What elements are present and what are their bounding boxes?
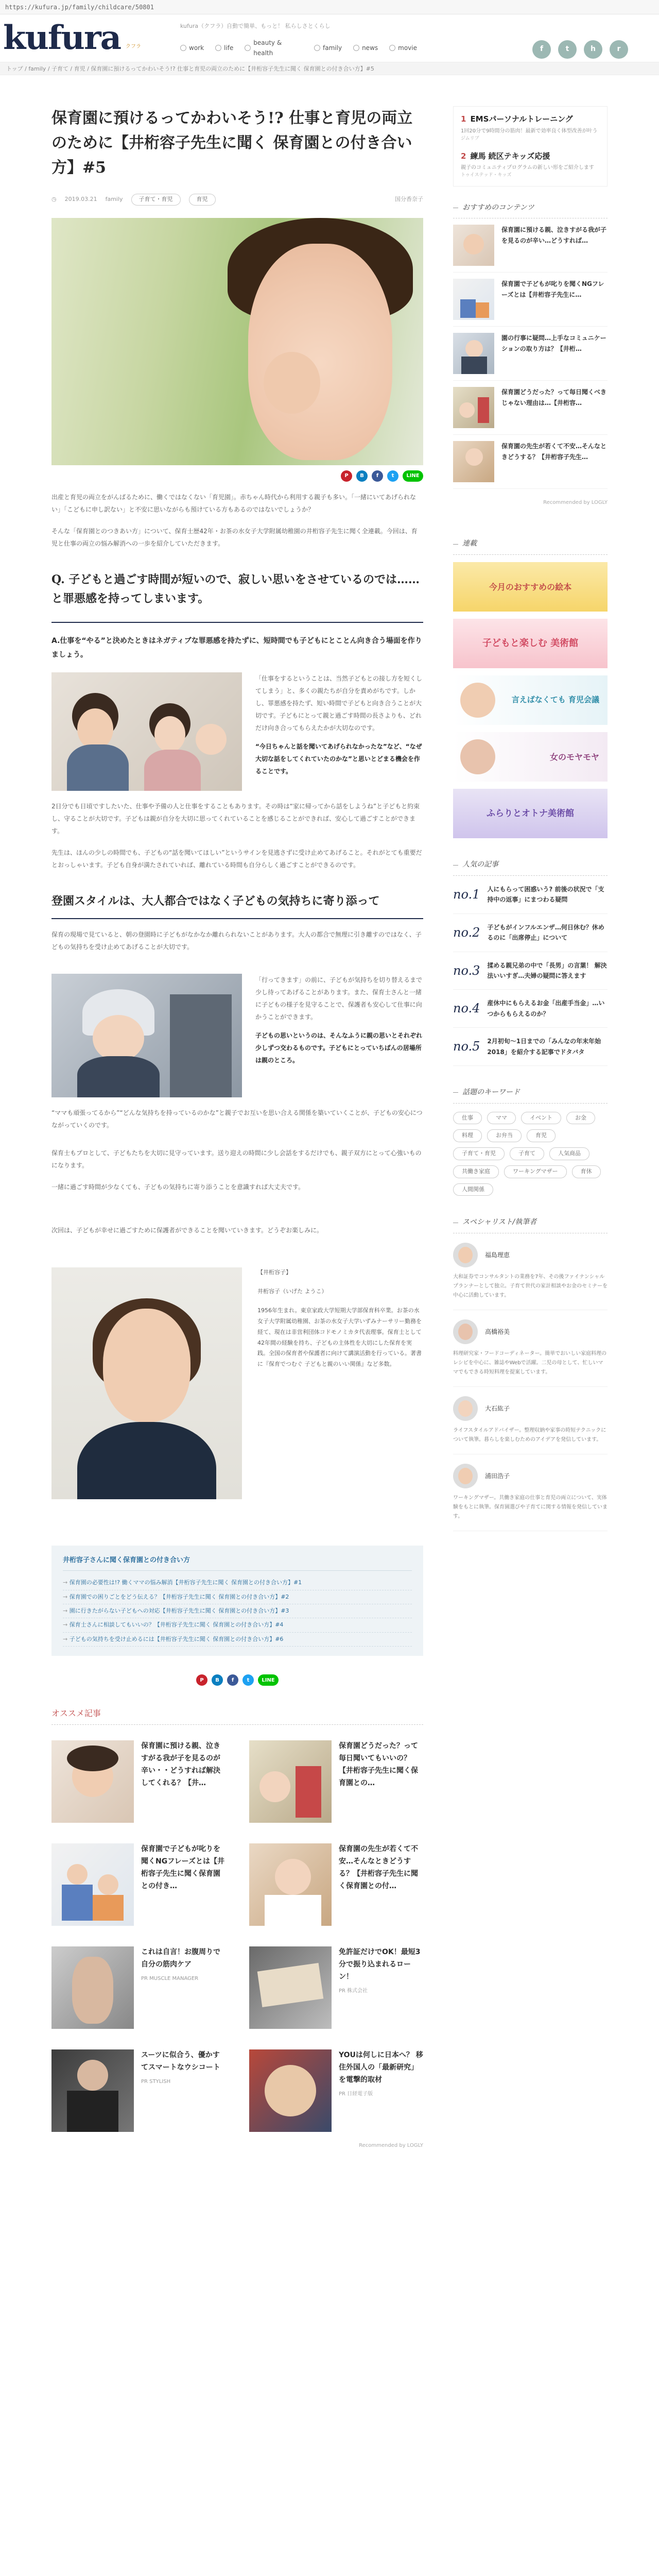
family-icon — [314, 45, 320, 51]
avatar — [453, 1396, 478, 1421]
recommend-item[interactable] — [51, 2049, 226, 2132]
serial-banner-adult-museum[interactable] — [453, 789, 608, 838]
recommend-item[interactable] — [51, 1740, 226, 1823]
avatar — [453, 1319, 478, 1344]
url-text: https://kufura.jp/family/childcare/50801 — [5, 4, 154, 11]
keyword-chip[interactable]: 人気商品 — [549, 1147, 589, 1160]
line-share-icon[interactable]: LINE — [258, 1674, 279, 1686]
site-logo[interactable] — [3, 19, 168, 57]
recommend-heading-text: オススメ記事 — [51, 1708, 101, 1719]
rank-number: no.1 — [453, 887, 480, 902]
heading-text: スペシャリスト/執筆者 — [462, 1218, 537, 1227]
rank-title: 人にもらって困惑いう? 前後の状況で「支持中の返事」にまつわる疑問 — [487, 885, 604, 904]
facebook-icon[interactable]: f — [532, 40, 551, 59]
sidebar-content-item[interactable] — [453, 381, 608, 435]
site-header — [0, 14, 659, 62]
keyword-chip[interactable]: ママ — [487, 1112, 516, 1125]
content-thumb — [453, 225, 494, 266]
sidebar-keyword-heading — [453, 1087, 608, 1104]
ranking-item[interactable] — [453, 876, 608, 914]
rank-title: 産休中にもらえるお金「出産手当金」…いつからもらえるのか？ — [487, 999, 605, 1018]
avatar — [453, 1464, 478, 1488]
ad-source: ジムリブ — [461, 135, 479, 141]
content-title: 保育園の先生が若くて不安…そんなときどうする？【井桁容子先生… — [501, 443, 607, 461]
nav-label: family — [323, 44, 342, 52]
related-link[interactable]: → 保育園での困りごとをどう伝える？【井桁容子先生に聞く 保育園との付き合い方】#2 — [63, 1590, 412, 1604]
section-paragraph-2: 先生は、ほんの少しの時間でも、子どもの“話を聞いてほしい”というサインを見逃さずに受け止めてあげること。それがとても重要だとおっしゃいます。子ども自身が満たされていれば、離れている時間も自分らしく過ごすことができるのです。 — [51, 849, 422, 869]
ad-source: トゥイステッド・キッズ — [461, 173, 512, 178]
recommend-thumb — [51, 1843, 134, 1926]
content-title: 園の行事に疑問…上手なコミュニケーションの取り方は？【井桁… — [501, 334, 606, 352]
ranking-item[interactable] — [453, 952, 608, 990]
heading-text: 連載 — [462, 539, 477, 548]
recommend-thumb — [249, 1946, 332, 2029]
specialist-item[interactable] — [453, 1310, 608, 1387]
banner-label: 女のモヤモヤ — [549, 752, 599, 762]
rank-title: 子どもがインフルエンザ…何日休む？休めるのに「出席停止」について — [487, 923, 604, 942]
recommended-by[interactable]: Recommended by LOGLY — [359, 2143, 423, 2149]
keyword-chip[interactable]: お弁当 — [487, 1129, 522, 1142]
related-heading: 井桁容子さんに聞く保育園との付き合い方 — [63, 1555, 412, 1571]
sidebar-content-item[interactable] — [453, 273, 608, 327]
ranking-item[interactable] — [453, 1028, 608, 1066]
profile-body-text: 1956年生まれ。東京家政大学短期大学部保育科卒業。お茶の水女子大学附属幼稚園、お茶の水女子大学いずみナーサリー勤務を経て、現在は非営利団体コドモノミカタ代表理事。保育士として42年間の経験を持ち、子どもの主体性を大切にした保育を実践。全国の保育者や保護者に向けて講演活動を行っている。著書に『保育でつむぐ 子どもと親のいい関係』など多数。 — [257, 1307, 422, 1368]
avatar — [453, 1243, 478, 1267]
ranking-item[interactable] — [453, 914, 608, 952]
figure-row-2 — [51, 974, 423, 1097]
serial-banner-book[interactable] — [453, 562, 608, 612]
hero-image — [51, 218, 423, 465]
content-thumb — [453, 387, 494, 428]
section-2-paragraph-2: 保育士もプロとして、子どもたちを大切に見守っています。送り迎えの時間に少し会話をするだけでも、親子双方にとって心強いものになります。 — [51, 1149, 422, 1170]
specialist-item[interactable] — [453, 1233, 608, 1310]
article-meta — [51, 194, 423, 206]
profile-block — [51, 1267, 423, 1499]
twitter-icon[interactable]: t — [558, 40, 577, 59]
recommend-grid — [51, 1740, 423, 2132]
facebook-share-icon[interactable]: f — [227, 1674, 238, 1686]
specialist-name: 浦田浩子 — [485, 1472, 510, 1480]
heading-text: 人気の記事 — [462, 860, 498, 869]
header-social — [532, 40, 628, 59]
sidebar-ad[interactable] — [453, 106, 608, 187]
ad-number: 1 — [461, 114, 466, 124]
banner-label: 言えばなくても 育児会議 — [511, 695, 599, 705]
recommend-source: PR STYLISH — [141, 2078, 171, 2084]
home-icon — [215, 45, 221, 51]
twitter-share-icon[interactable]: t — [387, 470, 398, 482]
specialist-desc: ワーキングマザー。共働き家庭の仕事と育児の両立について、実体験をもとに執筆。保育園選びや子育てに関する情報を発信しています。 — [453, 1495, 608, 1519]
keyword-chip[interactable]: 仕事 — [453, 1112, 482, 1125]
figure-row — [51, 672, 423, 791]
recommend-item[interactable] — [51, 1843, 226, 1926]
recommend-title: 保育園に預ける親、泣きすがる我が子を見るのが辛い・・どうすれば解決してくれる？【井… — [141, 1742, 220, 1787]
banner-label: 子どもと楽しむ 美術館 — [482, 637, 579, 649]
sidebar-contents-heading — [453, 202, 608, 219]
keyword-chip[interactable]: 人間関係 — [453, 1183, 493, 1196]
family-photo — [51, 672, 242, 791]
recommend-item[interactable] — [249, 2049, 423, 2132]
specialist-desc: 料理研究家・フードコーディネーター。簡単でおいしい家庭料理のレシピを中心に、雑誌やWebで活躍。二児の母として、忙しいママでもできる時短料理を提案しています。 — [453, 1351, 607, 1375]
recommend-thumb — [249, 2049, 332, 2132]
rank-title: 揉める親兄弟の中で「長男」の言葉！ 解決法いいすぎ…夫婦の疑問に答えます — [487, 961, 607, 979]
rss-icon[interactable]: r — [610, 40, 628, 59]
article-category[interactable]: family — [105, 196, 123, 202]
figure-text-2 — [255, 974, 423, 1097]
content-title: 保育園で子どもが叱りを聞くNGフレーズとは【井桁容子先生に… — [501, 280, 604, 298]
nav-work[interactable] — [180, 38, 204, 59]
breadcrumb-text: トップ / family / 子育て / 育児 / 保育園に預けるってかわいそう!? 仕事と育児の両立のために【井桁容子先生に聞く 保育園との付き合い方】#5 — [6, 65, 374, 72]
rank-title: 2月初旬〜1日までの「みんなの年末年始2018」を紹介する記事でドタバタ — [487, 1038, 601, 1056]
hero-face — [248, 244, 392, 460]
hatena-share-icon[interactable]: B — [356, 470, 368, 482]
intro-paragraph-2: そんな「保育園とのつきあい方」について、保育士歴42年・お茶の水女子大学附属幼稚園の井桁容子先生に聞く全連載。今回は、育児と仕事の両立の悩み解消への一歩を紹介していただきます。 — [51, 527, 418, 547]
rank-number: no.2 — [453, 925, 480, 940]
nav-label: movie — [398, 44, 417, 52]
figure-bold: “今日ちゃんと話を聞いてあげられなかったな”など、“なぜ大切な話をしてくれていたのかな”と思いとどまる機会を作ることです。 — [255, 742, 422, 775]
serial-banner-museum[interactable] — [453, 619, 608, 668]
recommend-title: スーツに似合う、優かすてスマートなウシコート — [141, 2051, 220, 2072]
keyword-chip[interactable]: 共働き家庭 — [453, 1165, 499, 1178]
heart-icon — [245, 45, 251, 51]
recommend-title: YOUは何しに日本へ？ 移住外国人の「最新研究」を電撃的取材 — [339, 2051, 423, 2084]
clock-icon: ◷ — [51, 196, 57, 202]
tag-chip[interactable]: 育児 — [189, 194, 216, 206]
keyword-chip[interactable]: イベント — [521, 1112, 561, 1125]
specialist-name: 高橋裕美 — [485, 1328, 510, 1335]
sidebar-content-item[interactable] — [453, 218, 608, 273]
keyword-chip[interactable]: 料理 — [453, 1129, 482, 1142]
recommend-item[interactable] — [51, 1946, 226, 2029]
hero-hand — [264, 352, 320, 414]
tagline: kufura（クフラ）自動で簡単、もっと！ 私らしさとくらし — [180, 23, 331, 29]
rank-number: no.5 — [453, 1039, 480, 1054]
nav-beauty[interactable] — [245, 38, 303, 59]
banner-label: 今月のおすすめの絵本 — [489, 582, 572, 592]
nav-movie[interactable] — [389, 38, 417, 59]
ad-title: 練馬 続区テキッズ応援 — [470, 151, 550, 161]
keyword-chip[interactable]: お金 — [566, 1112, 595, 1125]
related-link[interactable]: → 保育園の必要性は!? 働くママの悩み解消【井桁容子先生に聞く 保育園との付き合い方】#1 — [63, 1576, 412, 1590]
section-title: Q. 子どもと過ごす時間が短いので、寂しい思いをさせているのでは……と罪悪感を持ってしまいます。 — [51, 572, 420, 606]
sidebar-specialist-heading — [453, 1216, 608, 1233]
section-2-intro: 保育の現場で見ていると、朝の登園時に子どもがなかなか離れられないことがあります。大人の都合で無理に引き離すのではなく、子どもの気持ちを受け止めてあげることが大切です。 — [51, 931, 422, 951]
recommend-thumb — [51, 2049, 134, 2132]
pinterest-icon[interactable]: P — [196, 1674, 207, 1686]
sidebar-content-item[interactable] — [453, 327, 608, 381]
section-2-paragraph-3: 一緒に過ごす時間が少なくても、子どもの気持ちに寄り添うことを意識すれば大丈夫です。 — [51, 1183, 305, 1191]
ad-sub: 1回20分で9時間分の筋肉！最新で効率良く体型改善が叶う — [461, 128, 598, 134]
tag-chip[interactable]: 子育て・育児 — [131, 194, 181, 206]
nav-label: news — [362, 44, 378, 52]
url-bar[interactable] — [0, 0, 659, 14]
breadcrumb[interactable] — [0, 62, 659, 75]
article-main — [51, 75, 423, 2150]
related-list — [63, 1576, 412, 1647]
sidebar-recommended-by[interactable]: Recommended by LOGLY — [543, 500, 608, 506]
recommend-source: PR 株式会社 — [339, 1988, 368, 1994]
keyword-chip[interactable]: ワーキングマザー — [504, 1165, 567, 1178]
child-bike-photo — [51, 974, 242, 1097]
closing-paragraph: 次回は、子どもが幸せに過ごすために保護者ができることを聞いていきます。どうぞお楽しみに。 — [51, 1227, 323, 1234]
nav-label: beauty & health — [253, 39, 282, 57]
specialist-item[interactable] — [453, 1454, 608, 1531]
share-buttons-bottom — [51, 1674, 423, 1686]
recommend-thumb — [51, 1946, 134, 2029]
recommend-source: PR MUSCLE MANAGER — [141, 1975, 199, 1981]
nav-family[interactable] — [314, 38, 342, 59]
figure-bold: 子どもの思いというのは、そんなふうに親の思いとそれぞれ少しずつ交わるものです。子どもにとっていちばんの居場所は親のところ。 — [255, 1032, 423, 1064]
rank-number: no.3 — [453, 963, 480, 978]
specialist-desc: ライフスタイルアドバイザー。整理収納や家事の時短テクニックについて執筆。暮らしを楽しむためのアイデアを発信しています。 — [453, 1428, 606, 1443]
recommend-thumb — [249, 1740, 332, 1823]
recommend-thumb — [249, 1843, 332, 1926]
content-thumb — [453, 279, 494, 320]
heading-text: 話題のキーワード — [462, 1088, 520, 1096]
briefcase-icon — [180, 45, 186, 51]
article-title: 保育園に預けるってかわいそう!? 仕事と育児の両立のために【井桁容子先生に聞く 保育園との付き合い方】#5 — [51, 109, 413, 177]
keyword-chip[interactable]: 育児 — [527, 1129, 556, 1142]
pinterest-icon[interactable]: P — [341, 470, 352, 482]
related-link[interactable]: → 保育士さんに相談してもいいの？【井桁容子先生に聞く 保育園との付き合い方】#4 — [63, 1618, 412, 1632]
recommend-title: 保育園で子どもが叱りを聞くNGフレーズとは【井桁容子先生に聞く保育園との付き… — [141, 1845, 224, 1890]
profile-title: 【井桁容子】 — [257, 1269, 291, 1276]
profile-face — [103, 1309, 190, 1422]
ad-sub: 親子のコミュニティプログラムの新しい形をご紹介します — [461, 165, 594, 171]
keyword-chip[interactable]: 子育て — [510, 1147, 544, 1160]
ad-number: 2 — [461, 151, 466, 161]
section-2-title: 登園スタイルは、大人都合ではなく子どもの気持ちに寄り添って — [51, 892, 423, 919]
figure-text — [255, 672, 423, 791]
intro-paragraph: 出産と育児の両立をがんばるために、働くではなくない「育児園」。赤ちゃん時代から利用する親子も多い。「一緒にいてあげられない」「こどもに申し訳ない」と不安に思いながらも預けている方もあるのではないでしょうか？ — [51, 493, 417, 513]
hatena-icon[interactable]: h — [584, 40, 602, 59]
specialist-desc: 大和証券でコンサルタントの業務を7年、その後ファイナンシャルプランナーとして独立。子育て世代の家計相談やお金のセミナーを中心に活動しています。 — [453, 1274, 608, 1298]
specialist-name: 大石紘子 — [485, 1404, 510, 1412]
content-title: 保育園どうだった？って毎日聞くべきじゃない理由は…【井桁容… — [501, 388, 607, 406]
ad-title: EMSパーソナルトレーニング — [470, 114, 573, 124]
hatena-share-icon[interactable]: B — [212, 1674, 223, 1686]
section-paragraph: 2日分でも日頃ですしたいた、仕事や予備の人と仕事をすることもあります。その時は“家に帰ってから話をしようね”と子どもと約束し、守ることが大切です。子どもは親が自分を大切に思ってくれていることを感じることができれば、安心して過ごすことができます。 — [51, 802, 420, 835]
header-middle — [180, 22, 417, 58]
recommend-title: これは自言！お腹周りで自分の筋肉ケア — [141, 1948, 220, 1969]
sidebar-ranking-heading — [453, 859, 608, 876]
section-2-paragraph: “ママも頑張ってるから”“どんな気持ちを持っているのかな”と親子でお互いを思い合える関係を築いていくことが、子どもの安心につながっていくのです。 — [51, 1109, 423, 1129]
nav-label: life — [224, 44, 234, 52]
specialist-item[interactable] — [453, 1387, 608, 1454]
news-icon — [353, 45, 359, 51]
movie-icon — [389, 45, 395, 51]
ranking-item[interactable] — [453, 990, 608, 1028]
author-link[interactable]: 国分香奈子 — [395, 196, 423, 202]
logo-sub: クフラ — [126, 44, 141, 49]
recommend-item[interactable] — [249, 1946, 423, 2029]
keyword-chip[interactable]: 子育て・育児 — [453, 1147, 505, 1160]
line-share-icon[interactable]: LINE — [403, 470, 423, 482]
figure-paragraph: 「行ってきます」の前に、子どもが気持ちを切り替えるまで少し待ってあげることがあります。また、保育士さんと一緒に子どもの様子を見守ることで、保護者も安心して仕事に向かうことができます。 — [255, 976, 423, 1021]
recommend-item[interactable] — [249, 1740, 423, 1823]
twitter-share-icon[interactable]: t — [242, 1674, 254, 1686]
recommend-heading — [51, 1706, 423, 1725]
banner-label: ふらりとオトナ美術館 — [487, 808, 574, 819]
heading-text: おすすめのコンテンツ — [462, 203, 534, 212]
serial-banner-meeting[interactable] — [453, 675, 608, 725]
serial-banner-moyamoya[interactable] — [453, 732, 608, 782]
profile-text — [257, 1267, 422, 1499]
sidebar-serial-heading — [453, 538, 608, 555]
related-link[interactable]: → 子どもの気持ちを受け止めるには【井桁容子先生に聞く 保育園との付き合い方】#6 — [63, 1633, 412, 1647]
recommend-item[interactable] — [249, 1843, 423, 1926]
keyword-list — [453, 1112, 608, 1196]
share-buttons — [51, 470, 423, 482]
sidebar-content-item[interactable] — [453, 435, 608, 489]
recommend-source: PR 日経電子版 — [339, 2091, 373, 2097]
nav-life[interactable] — [215, 38, 233, 59]
article-date: 2019.03.21 — [64, 196, 97, 202]
profile-name: 井桁容子（いげた ようこ） — [257, 1287, 327, 1295]
related-link[interactable]: → 園に行きたがらない子どもへの対応【井桁容子先生に聞く 保育園との付き合い方】#3 — [63, 1604, 412, 1618]
sidebar — [453, 75, 608, 1531]
rank-number: no.4 — [453, 1001, 480, 1016]
nav-news[interactable] — [353, 38, 378, 59]
profile-body — [77, 1422, 216, 1499]
content-thumb — [453, 333, 494, 374]
figure-paragraph: 「仕事をするということは、当然子どもとの接し方を短くしてしまう」と、多くの親たちが自分を責めがちです。しかし、罪悪感を持たず、短い時間で子どもと向き合うことが大切です。子どもにとって親と過ごす時間の長さよりも、どれだけ向き合ってもらえたかが大切なのです。 — [255, 674, 423, 732]
global-nav — [180, 38, 417, 59]
section-lead: A.仕事を“やる”と決めたときはネガティブな罪悪感を持たずに、短時間でも子どもにとことん向き合う場面を作りましょう。 — [51, 622, 423, 662]
recommend-title: 保育園どうだった？って毎日聞いてもいいの？【井桁容子先生に聞く保育園との… — [339, 1742, 418, 1787]
content-title: 保育園に預ける親、泣きすがる我が子を見るのが辛い…どうすれば… — [501, 226, 607, 244]
nav-label: work — [189, 44, 204, 52]
recommend-thumb — [51, 1740, 134, 1823]
profile-photo — [51, 1267, 242, 1499]
keyword-chip[interactable]: 育休 — [572, 1165, 601, 1178]
specialist-name: 福島理恵 — [485, 1251, 510, 1259]
logo-text: kufura — [3, 19, 121, 57]
facebook-share-icon[interactable]: f — [372, 470, 383, 482]
related-articles-box — [51, 1546, 423, 1656]
recommend-title: 免許証だけでOK！最短3分で振り込まれるローン！ — [339, 1948, 421, 1981]
content-thumb — [453, 441, 494, 482]
recommend-title: 保育園の先生が若くて不安…そんなときどうする？【井桁容子先生に聞く保育園との付… — [339, 1845, 418, 1890]
